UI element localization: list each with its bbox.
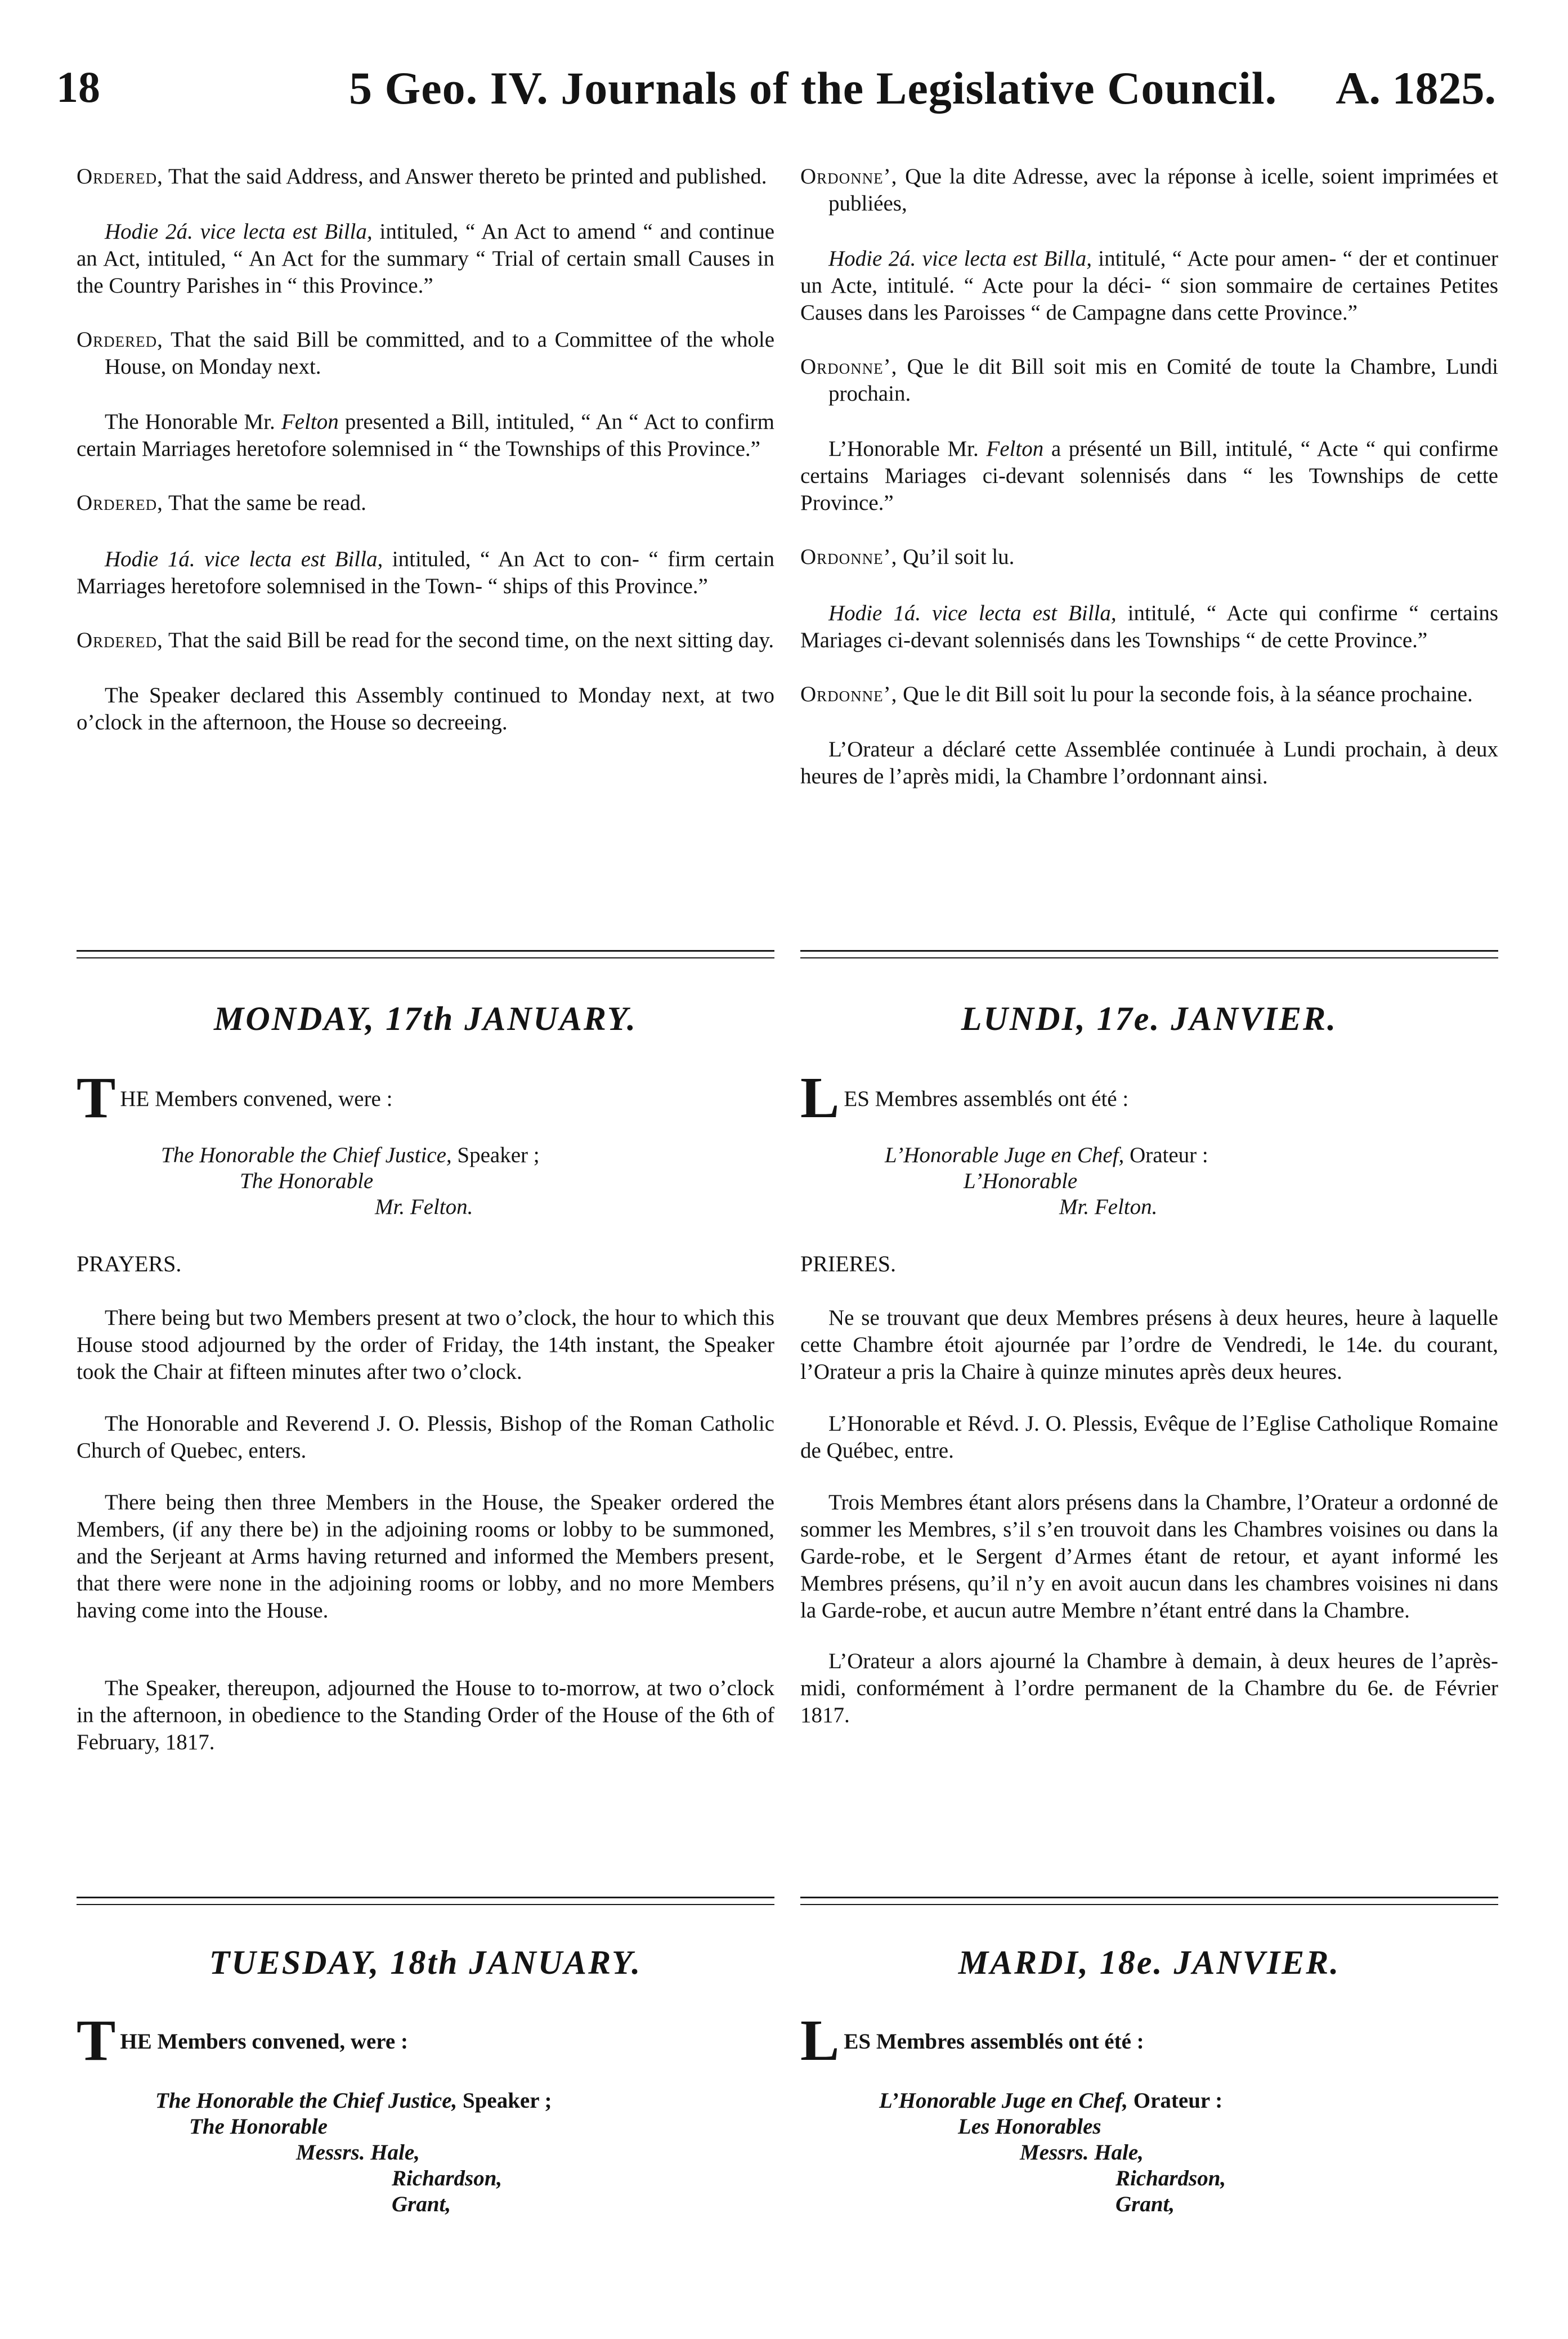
prayers-heading: PRIERES. xyxy=(800,1251,897,1276)
page-number: 18 xyxy=(56,62,100,111)
members-convened-line: T HE Members convened, were : xyxy=(77,2008,408,2073)
ordered-paragraph: Ordered, That the same be read. xyxy=(77,491,366,515)
ordonne-paragraph: Ordonne’, Que la dite Adresse, avec la réponse à icelle, soient imprimées et publiées, xyxy=(800,164,1499,216)
speaker-declared-paragraph: The Speaker declared this Assembly continued to Monday next, at two o’clock in the afternoon, the House so decreeing. xyxy=(77,683,774,734)
ordonne-paragraph: Ordonne’, Qu’il soit lu. xyxy=(800,545,1015,569)
day-heading-monday: MONDAY, 17th JANUARY. xyxy=(213,1000,638,1037)
monday-body-french: Ne se trouvant que deux Membres présens à deux heures, heure à laquelle cette Chambre étoit ajournée par l’ordre de Vendredi, le 14e. du courant, l’Orateur a pris la Chaire à quinze minutes après deux heures. L’Honorable et Révd. J. O. Plessis, Evêque de l’Eglise Catholique Romaine de Québec, entre. Trois Membres étant alors présens dans la Chambre, l’Orateur a ordonné de sommer les Membres, s’il s’en trouvoit dans les Chambres voisines ou dans la Garde-robe, et le Sergent d’Armes étant de retour, et ayant informé les Membres présens, qu’il n’y en avoit aucun dans les chambres voisines ni dans la Garde-robe, et aucun autre Membre n’étant entré dans la Chambre. L’Orateur a alors ajourné la Chambre à demain, à deux heures de l’après-midi, conformément à l’ordre permanent de la Chambre du 6e. de Février 1817. xyxy=(800,1306,1498,1727)
day-heading-tuesday: TUESDAY, 18th JANUARY. xyxy=(209,1944,642,1981)
running-head xyxy=(0,62,1568,124)
top-section-french xyxy=(800,163,1498,790)
hodie-paragraph: Hodie 1á. vice lecta est Billa, intituled, “ An Act to con- “ firm certain Marriages heretofore solemnised in the Town- “ ships of this Province.” xyxy=(77,547,774,598)
ordered-paragraph: Ordered, That the said Bill be read for the second time, on the next sitting day. xyxy=(77,628,774,652)
ordonne-paragraph: Ordonne’, Que le dit Bill soit lu pour la seconde fois, à la séance prochaine. xyxy=(800,682,1473,706)
drop-cap: L xyxy=(800,2008,840,2073)
hodie-paragraph: Hodie 2á. vice lecta est Billa, intitulé, “ Acte pour amen- “ der et continuer un Acte, intitulé. “ Acte pour la déci- “ sion sommaire de certaines Petites Causes dans les Paroisses “ de Campagne dans cette Province.” xyxy=(800,247,1499,325)
day-heading-mardi: MARDI, 18e. JANVIER. xyxy=(958,1944,1341,1981)
hodie-paragraph: Hodie 2á. vice lecta est Billa, intituled, “ An Act to amend “ and continue an Act, intituled, “ An Act for the summary “ Trial of certain small Causes in the Country Parishes in “ this Province.” xyxy=(77,219,775,298)
bill-presented-paragraph: L’Honorable Mr. Felton a présenté un Bill, intitulé, “ Acte “ qui confirme certains Mariages ci-devant solennisés dans “ les Townships de cette Province.” xyxy=(800,437,1499,515)
bill-presented-paragraph: The Honorable Mr. Felton presented a Bill, intituled, “ An “ Act to confirm certain Marriages heretofore solemnised in “ the Townships of this Province.” xyxy=(77,410,774,461)
members-list: The Honorable the Chief Justice, Speaker ; The Honorable Messrs. Hale, Richardson, Grant, xyxy=(155,2089,552,2216)
members-list: L’Honorable Juge en Chef, Orateur : L’Honorable Mr. Felton. xyxy=(885,1143,1208,1219)
members-convened-line: L ES Membres assemblés ont été : xyxy=(800,1065,1129,1130)
members-convened-line: T HE Members convened, were : xyxy=(77,1065,393,1130)
ordered-paragraph: Ordered, That the said Bill be committed, and to a Committee of the whole House, on Monday next. xyxy=(77,328,774,379)
ordered-paragraph: Ordered, That the said Address, and Answer thereto be printed and published. xyxy=(77,164,767,189)
monday-body-english: There being but two Members present at two o’clock, the hour to which this House stood adjourned by the order of Friday, the 14th instant, the Speaker took the Chair at fifteen minutes after two o’clock. The Honorable and Reverend J. O. Plessis, Bishop of the Roman Catholic Church of Quebec, enters. There being then three Members in the House, the Speaker ordered the Members, (if any there be) in the adjoining rooms or lobby to be summoned, and the Serjeant at Arms having returned and informed the Members present, that there were none in the adjoining rooms or lobby, and no more Members having come into the House. The Speaker, thereupon, adjourned the House to to-morrow, at two o’clock in the afternoon, in obedience to the Standing Order of the House of the 6th of February, 1817. xyxy=(77,1306,774,1754)
members-list: The Honorable the Chief Justice, Speaker ; The Honorable Mr. Felton. xyxy=(161,1143,540,1219)
day-heading-lundi: LUNDI, 17e. JANVIER. xyxy=(961,1000,1338,1037)
drop-cap: T xyxy=(77,2008,116,2073)
section-rule xyxy=(77,950,774,958)
prayers-heading: PRAYERS. xyxy=(77,1251,182,1276)
ordonne-paragraph: Ordonne’, Que le dit Bill soit mis en Comité de toute la Chambre, Lundi prochain. xyxy=(800,355,1499,406)
drop-cap: L xyxy=(800,1065,840,1130)
page-year: A. 1825. xyxy=(1336,62,1496,114)
drop-cap: T xyxy=(77,1065,116,1130)
page-title: 5 Geo. IV. Journals of the Legislative Council. xyxy=(349,62,1278,114)
section-rule xyxy=(800,1897,1498,1905)
top-section-english xyxy=(77,163,774,736)
members-convened-line: L ES Membres assemblés ont été : xyxy=(800,2008,1144,2073)
hodie-paragraph: Hodie 1á. vice lecta est Billa, intitulé, “ Acte qui confirme “ certains Mariages ci-devant solennisés dans les Townships “ de cette Province.” xyxy=(800,601,1498,652)
section-rule xyxy=(800,950,1498,958)
members-list: L’Honorable Juge en Chef, Orateur : Les Honorables Messrs. Hale, Richardson, Grant, xyxy=(879,2089,1226,2216)
section-rule xyxy=(77,1897,774,1905)
orateur-declared-paragraph: L’Orateur a déclaré cette Assemblée continuée à Lundi prochain, à deux heures de l’après midi, la Chambre l’ordonnant ainsi. xyxy=(800,737,1498,788)
